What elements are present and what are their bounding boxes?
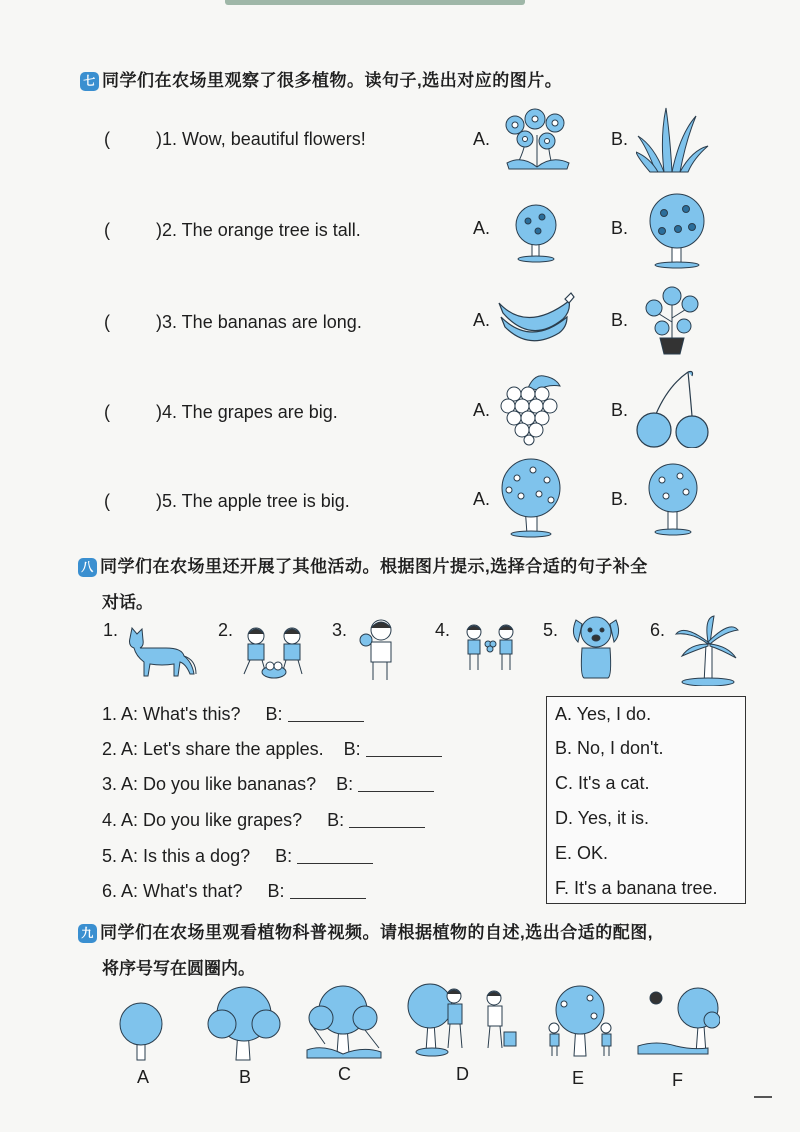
page-top-edge [225,0,525,5]
answer-option: E. OK. [555,843,609,863]
children-with-grapes-picture[interactable] [460,622,522,674]
picture-number: 3. [332,620,348,640]
question-text: )2. The orange tree is tall. [156,220,361,240]
dialogue-4 [102,810,425,831]
flowers-picture[interactable] [497,105,577,171]
option-b-label: B. [611,489,629,509]
small-apple-tree-picture[interactable] [642,462,704,536]
big-apple-tree-picture[interactable] [497,458,565,538]
answer-option: D. Yes, it is. [555,808,650,828]
answer-bracket[interactable]: ( [104,129,110,149]
image-label: C [338,1064,351,1084]
small-tree-picture[interactable] [508,203,564,263]
picture-number: 6. [650,620,666,640]
dialogue-b-label: B: [343,739,361,759]
image-label: B [239,1067,252,1087]
section8-title-line1: 同学们在农场里还开展了其他活动。根据图片提示,选择合适的句子补全 [100,557,648,576]
option-a-label: A. [473,310,491,330]
option-a-label: A. [473,218,491,238]
bananas-picture[interactable] [497,291,575,347]
dialogue-b-label: B: [267,881,285,901]
cat-picture[interactable] [122,626,198,678]
image-label: F [672,1070,683,1090]
picture-number: 4. [435,620,451,640]
section9-heading [78,918,653,943]
small-tree-picture[interactable] [112,1002,170,1062]
question-text: )1. Wow, beautiful flowers! [156,129,366,149]
section9-title-line2: 将序号写在圆圈内。 [102,959,255,978]
children-by-tree-picture[interactable] [544,984,620,1060]
dialogue-question: 3. A: Do you like bananas? [102,774,317,794]
answer-option: F. It's a banana tree. [555,878,718,898]
picture-number: 5. [543,620,559,640]
dialogue-6 [102,881,366,902]
image-label: A [137,1067,150,1087]
answer-blank[interactable] [349,811,425,828]
dialogue-b-label: B: [327,810,345,830]
children-planting-tree-picture[interactable] [402,982,520,1058]
option-b-label: B. [611,129,629,149]
question-text: )4. The grapes are big. [156,402,338,422]
image-label: E [572,1068,585,1088]
answer-bracket[interactable]: ( [104,220,110,240]
dialogue-b-label: B: [275,846,293,866]
option-b-label: B. [611,218,629,238]
answer-blank[interactable] [358,775,434,792]
section7-heading [80,66,562,91]
option-b-label: B. [611,400,629,420]
tree-with-water-picture[interactable] [303,984,383,1060]
question-text: )3. The bananas are long. [156,312,362,332]
dialogue-question: 5. A: Is this a dog? [102,846,251,866]
section7-badge: 七 [80,72,99,91]
section9-badge: 九 [78,924,97,943]
option-a-label: A. [473,129,491,149]
picture-number: 2. [218,620,234,640]
answer-option: B. No, I don't. [555,738,664,758]
dialogue-2 [102,739,442,760]
cherries-picture[interactable] [632,368,714,448]
option-a-label: A. [473,489,491,509]
answer-option: C. It's a cat. [555,773,650,793]
dialogue-5 [102,846,373,867]
dog-picture[interactable] [570,614,622,682]
answer-bracket[interactable]: ( [104,491,110,511]
picture-number: 1. [103,620,119,640]
answer-options-box [546,696,746,904]
dialogue-1 [102,704,364,725]
potted-flowers-picture[interactable] [642,282,702,356]
question-row-1 [104,129,366,150]
dialogue-question: 4. A: Do you like grapes? [102,810,303,830]
dialogue-3 [102,774,434,795]
section7-title: 同学们在农场里观察了很多植物。读句子,选出对应的图片。 [102,71,563,90]
big-tree-picture[interactable] [206,986,282,1062]
question-text: )5. The apple tree is big. [156,491,350,511]
children-sharing-apples-picture[interactable] [238,624,310,682]
dialogue-question: 6. A: What's that? [102,881,243,901]
image-label: D [456,1064,469,1084]
option-b-label: B. [611,310,629,330]
boy-with-banana-picture[interactable] [357,618,401,684]
margin-mark [754,1096,772,1098]
answer-option: A. Yes, I do. [555,704,652,724]
answer-bracket[interactable]: ( [104,402,110,422]
answer-bracket[interactable]: ( [104,312,110,332]
question-row-2 [104,220,361,241]
dialogue-question: 2. A: Let's share the apples. [102,739,324,759]
banana-tree-picture[interactable] [674,614,740,686]
section8-heading [78,552,648,577]
grass-picture[interactable] [636,106,710,174]
section8-title-line2: 对话。 [102,593,153,612]
answer-blank[interactable] [288,705,364,722]
dialogue-b-label: B: [336,774,354,794]
option-a-label: A. [473,400,491,420]
tall-tree-picture[interactable] [640,193,714,269]
question-row-4 [104,402,338,423]
section9-title-line1: 同学们在农场里观看植物科普视频。请根据植物的自述,选出合适的配图, [100,923,653,942]
question-row-3 [104,312,362,333]
dialogue-b-label: B: [265,704,283,724]
answer-blank[interactable] [366,740,442,757]
section8-badge: 八 [78,558,97,577]
grapes-picture[interactable] [498,372,564,446]
answer-blank[interactable] [297,847,373,864]
question-row-5 [104,491,350,512]
dialogue-question: 1. A: What's this? [102,704,241,724]
answer-blank[interactable] [290,882,366,899]
tree-at-night-picture[interactable] [636,984,720,1060]
